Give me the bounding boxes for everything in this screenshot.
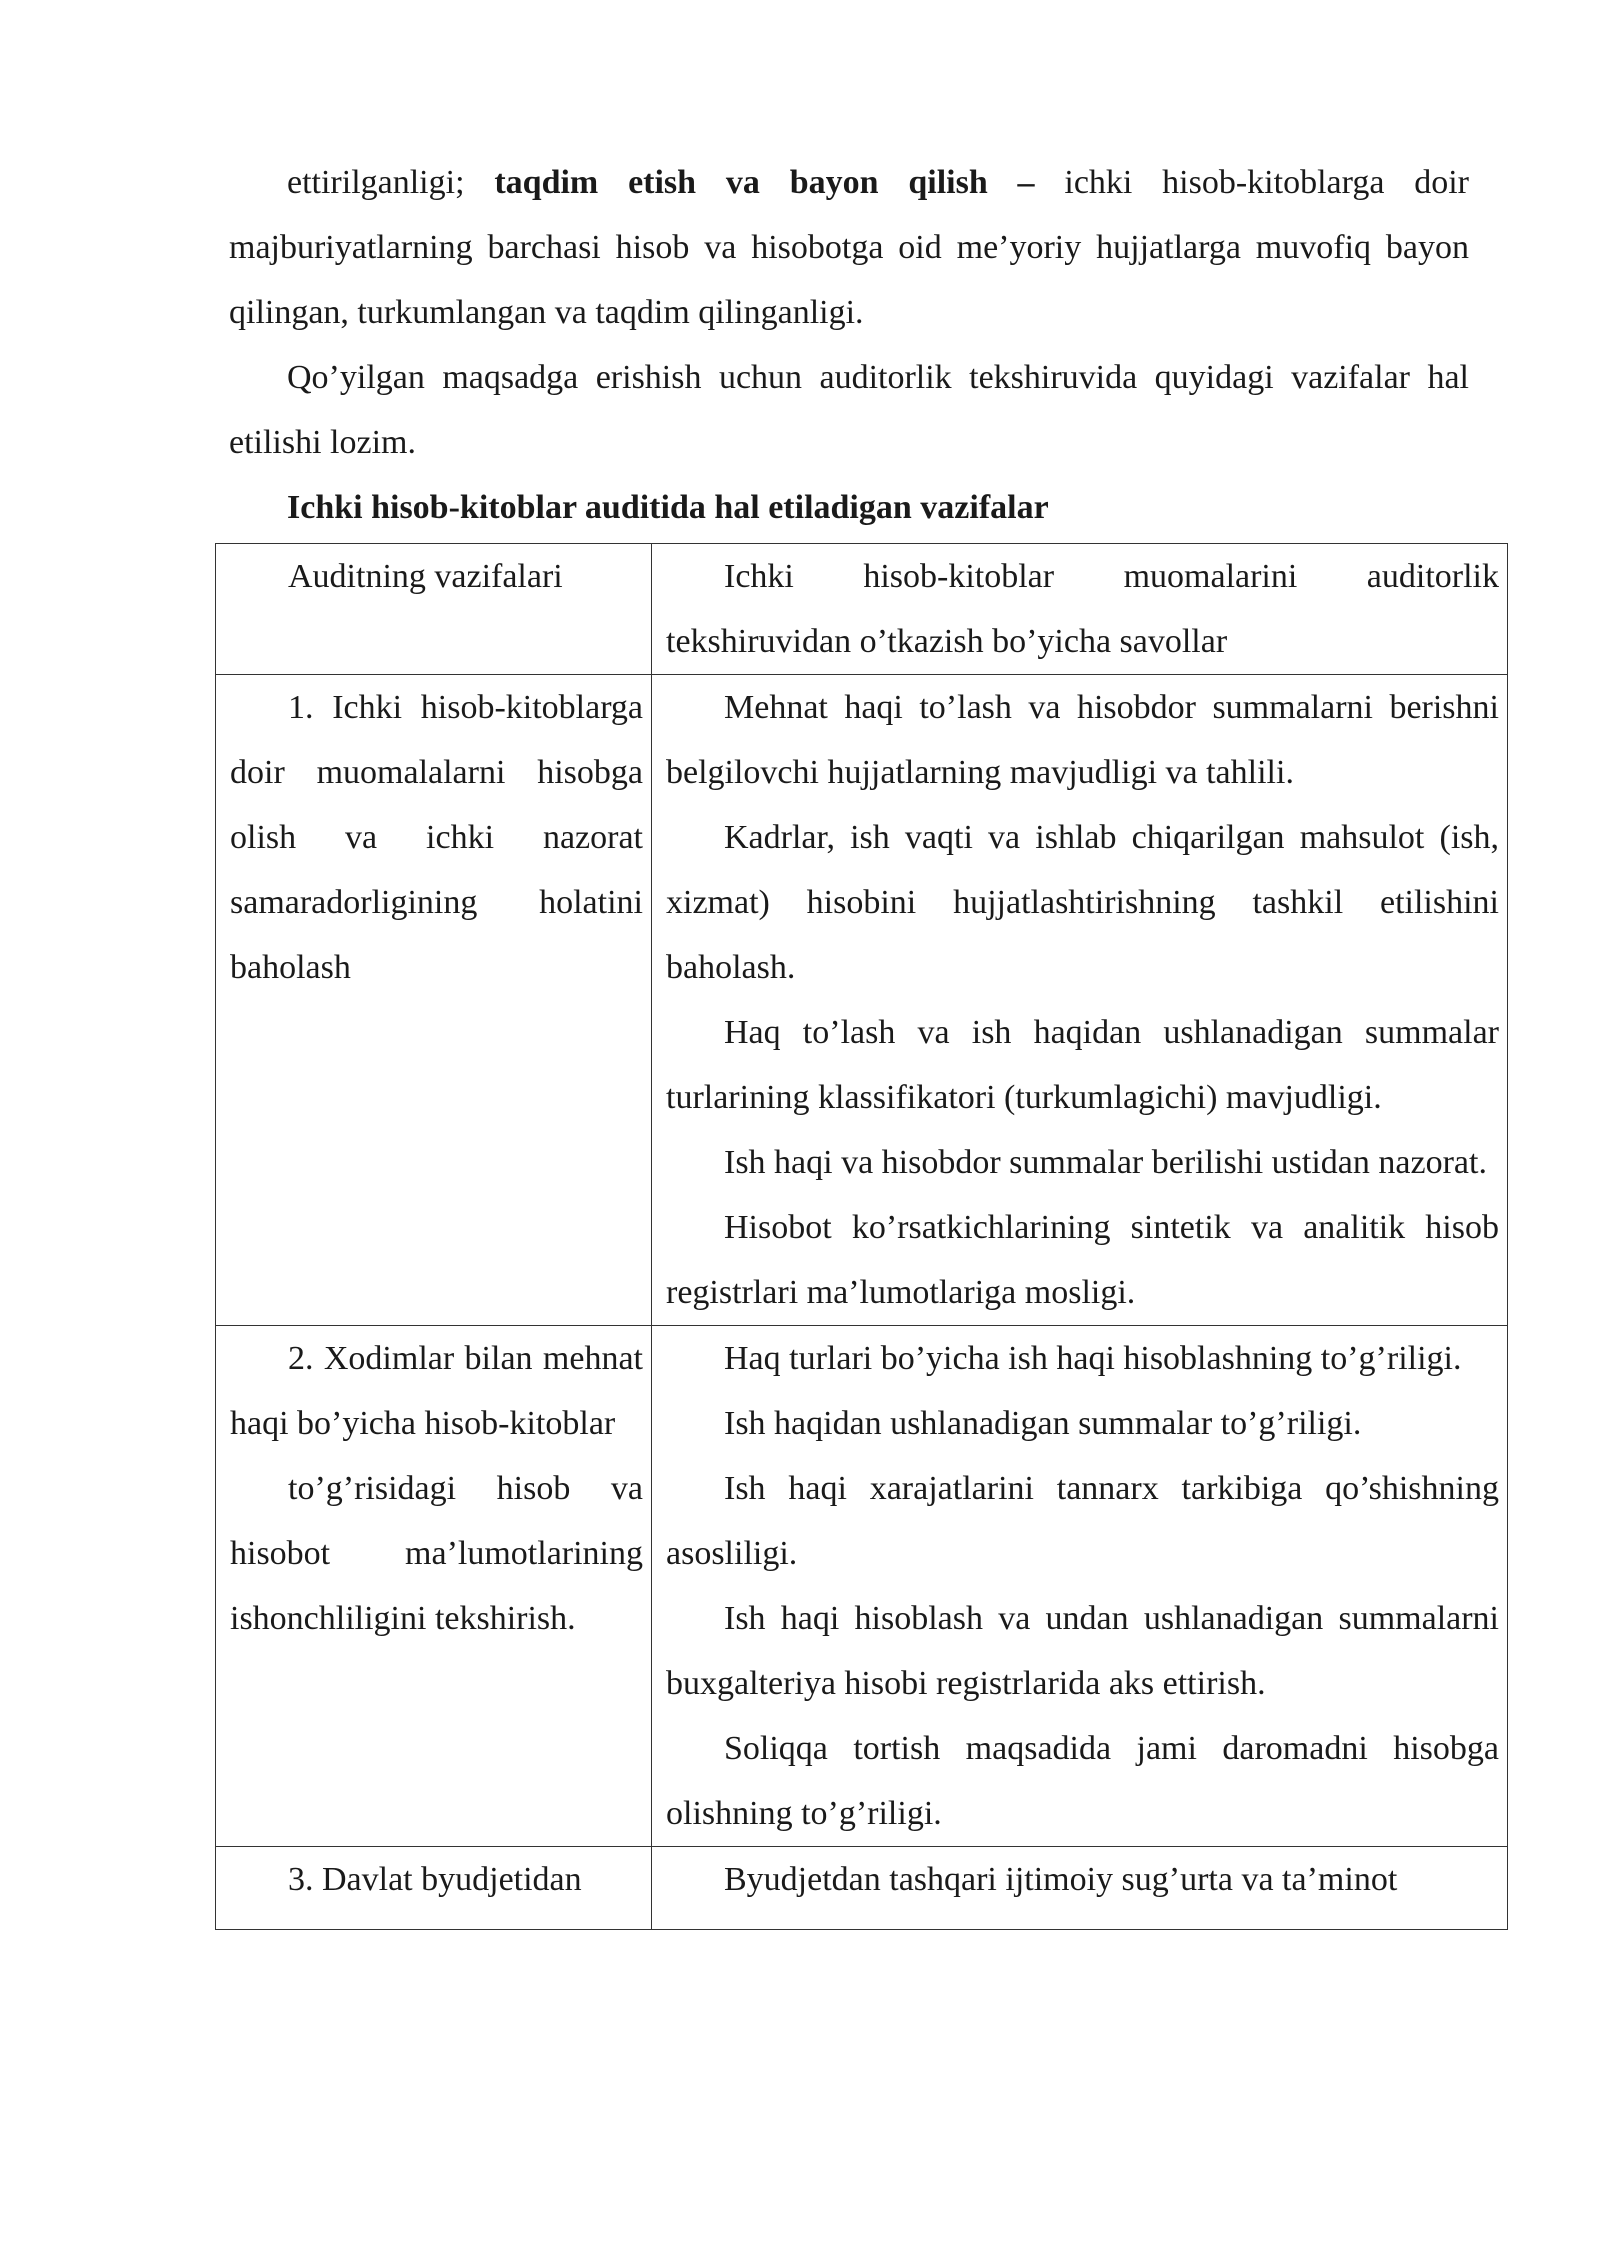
section-heading: Ichki hisob-kitoblar auditida hal etiladigan vazifalar [287,489,1049,526]
question-item: Ish haqi hisoblash va undan ushlanadigan summalarni buxgalteriya hisobi registrlarida aks ettirish. [666,1600,1499,1702]
header-questions-text: Ichki hisob-kitoblar muomalarini auditorlik tekshiruvidan o’tkazish bo’yicha savollar [666,558,1499,660]
intro-lead-text: ettirilganligi; [287,164,495,201]
task-text: to’g’risidagi hisob va hisobot ma’lumotlarining ishonchliligini tekshirish. [230,1470,643,1637]
question-item: Byudjetdan tashqari ijtimoiy sug’urta va ta’minot [724,1861,1398,1898]
header-cell-tasks [216,544,652,675]
question-item: Ish haqidan ushlanadigan summalar to’g’riligi. [724,1405,1362,1442]
tasks-table [215,543,1508,1930]
task-cell [216,675,652,1326]
table-row [216,675,1508,1326]
intro-paragraph-1 [229,150,1469,345]
header-cell-questions [652,544,1508,675]
questions-cell [652,1326,1508,1847]
task-cell [216,1847,652,1930]
intro-bold-term: taqdim etish va bayon qilish – [494,164,1035,201]
intro-paragraph-2: Qo’yilgan maqsadga erishish uchun auditorlik tekshiruvida quyidagi vazifalar hal etilishi lozim. [229,359,1469,461]
question-item: Kadrlar, ish vaqti va ishlab chiqarilgan mahsulot (ish, xizmat) hisobini hujjatlashtirishning tashkil etilishini baholash. [666,819,1499,986]
question-item: Ish haqi xarajatlarini tannarx tarkibiga qo’shishning asosliligi. [666,1470,1499,1572]
question-item: Haq turlari bo’yicha ish haqi hisoblashning to’g’riligi. [724,1340,1462,1377]
task-text: 1. Ichki hisob-kitoblarga doir muomalalarni hisobga olish va ichki nazorat samaradorligining holatini baholash [230,689,643,986]
table-row [216,1847,1508,1930]
question-item: Haq to’lash va ish haqidan ushlanadigan summalar turlarining klassifikatori (turkumlagichi) mavjudligi. [666,1014,1499,1116]
intro-rest-text: ichki hisob-kitoblarga doir majburiyatlarning barchasi hisob va hisobotga oid me’yoriy hujjatlarga muvofiq bayon qilingan, turkumlangan va taqdim qilinganligi. [229,164,1469,331]
task-text: 3. Davlat byudjetidan [288,1861,582,1898]
question-item: Soliqqa tortish maqsadida jami daromadni hisobga olishning to’g’riligi. [666,1730,1499,1832]
questions-cell [652,1847,1508,1930]
question-item: Hisobot ko’rsatkichlarining sintetik va analitik hisob registrlari ma’lumotlariga mosligi. [666,1209,1499,1311]
header-tasks-text: Auditning vazifalari [288,558,563,595]
question-item: Ish haqi va hisobdor summalar berilishi ustidan nazorat. [724,1144,1487,1181]
questions-cell [652,675,1508,1326]
question-item: Mehnat haqi to’lash va hisobdor summalarni berishni belgilovchi hujjatlarning mavjudligi va tahlili. [666,689,1499,791]
table-row [216,1326,1508,1847]
table-header-row [216,544,1508,675]
task-cell [216,1326,652,1847]
document-page [229,150,1469,540]
task-text: 2. Xodimlar bilan mehnat haqi bo’yicha hisob-kitoblar [230,1340,643,1442]
